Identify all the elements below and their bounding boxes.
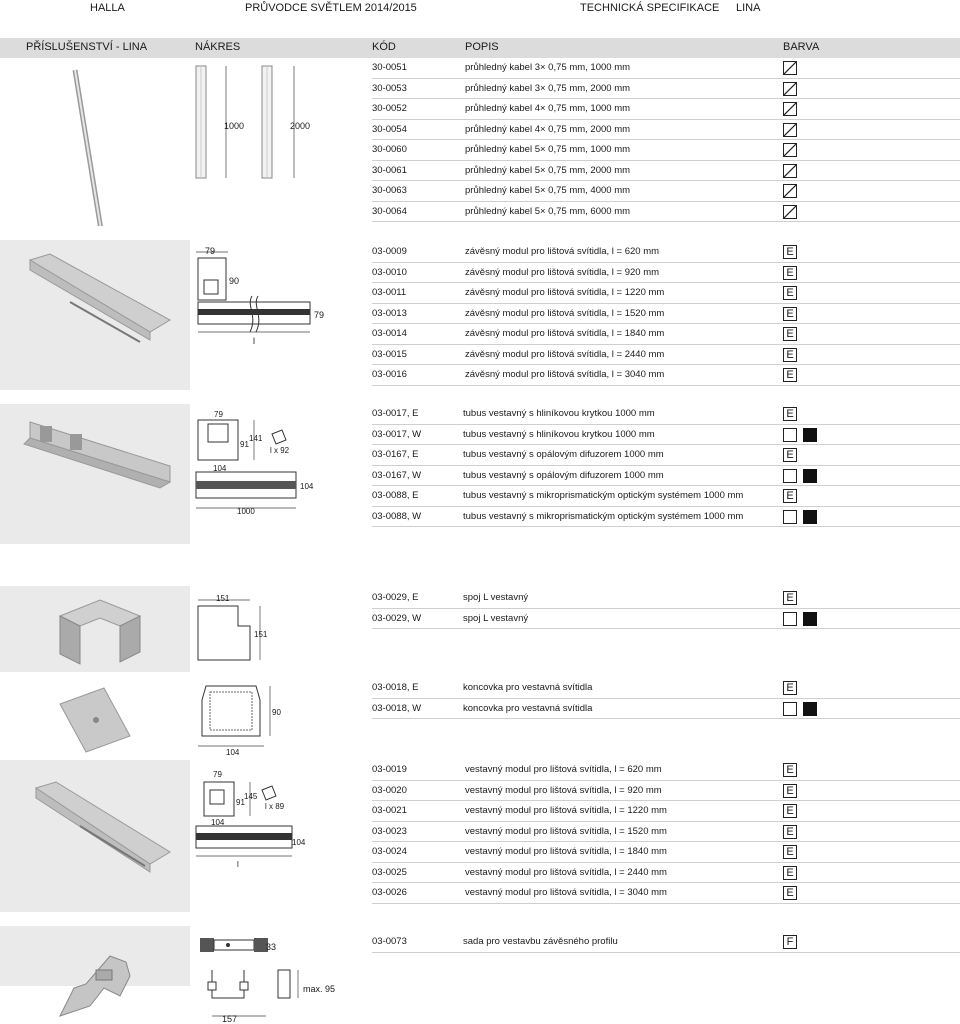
table-row: [372, 365, 823, 385]
product-code: 03-0016: [372, 369, 407, 380]
endcap-dim-side: 90: [272, 708, 281, 717]
finish-swatch: E: [783, 448, 797, 462]
row-divider: [372, 628, 960, 629]
finish-swatch: E: [783, 591, 797, 605]
joint-dim-top: 151: [216, 594, 230, 603]
product-description: závěsný modul pro lištová svítidla, l = 1840 mm: [465, 328, 665, 339]
table-row: [372, 932, 823, 952]
product-code: 03-0088, W: [372, 510, 422, 522]
tube-dim-side: 104: [300, 482, 314, 491]
product-code: 03-0018, E: [372, 682, 419, 693]
table-row: [372, 486, 823, 506]
product-code: 30-0053: [372, 82, 407, 94]
page-header: [0, 0, 960, 22]
row-divider: [372, 952, 960, 953]
product-description: průhledný kabel 3× 0,75 mm, 2000 mm: [465, 82, 631, 94]
product-description: vestavný modul pro lištová svítidla, l = 1840 mm: [465, 846, 667, 857]
builtin-dim-base: 104: [211, 818, 225, 827]
white-swatch: [783, 510, 797, 524]
table-row: [372, 699, 823, 719]
finish-swatch: E: [783, 327, 797, 341]
product-code: 03-0018, W: [372, 702, 422, 714]
builtin-dim-side: 104: [292, 838, 306, 847]
product-description: závěsný modul pro lištová svítidla, l = 3040 mm: [465, 369, 665, 380]
white-swatch: [783, 428, 797, 442]
series-label: LINA: [736, 2, 761, 14]
table-row: [372, 304, 823, 324]
product-description: závěsný modul pro lištová svítidla, l = 1520 mm: [465, 307, 665, 319]
product-description: spoj L vestavný: [463, 612, 529, 624]
white-swatch: [783, 702, 797, 716]
table-row: [372, 120, 823, 140]
finish-swatch: E: [783, 307, 797, 321]
suspended-dim-w: 79: [205, 246, 216, 256]
cable-drawing: [190, 58, 370, 226]
product-description: průhledný kabel 5× 0,75 mm, 4000 mm: [465, 185, 631, 196]
guide-title: PRŮVODCE SVĚTLEM 2014/2015: [245, 2, 417, 14]
col-drawing: NÁKRES: [195, 41, 241, 53]
row-divider: [372, 718, 960, 719]
section-kit: [0, 926, 960, 1024]
section-builtin: [0, 760, 960, 912]
finish-swatch: E: [783, 348, 797, 362]
product-description: průhledný kabel 4× 0,75 mm, 1000 mm: [465, 103, 631, 114]
table-row: [372, 609, 823, 629]
product-description: tubus vestavný s hliníkovou krytkou 1000 mm: [463, 428, 655, 440]
product-description: závěsný modul pro lištová svítidla, l = 620 mm: [465, 246, 660, 257]
product-description: průhledný kabel 5× 0,75 mm, 6000 mm: [465, 205, 631, 217]
col-color: BARVA: [783, 41, 820, 53]
tube-dim-base: 104: [213, 464, 227, 473]
product-code: 30-0052: [372, 103, 407, 114]
cable-length-b: 2000: [290, 121, 311, 131]
col-description: POPIS: [465, 41, 499, 53]
black-swatch: [803, 428, 817, 442]
row-divider: [372, 526, 960, 527]
tube-dim-w: 79: [214, 410, 223, 419]
product-description: vestavný modul pro lištová svítidla, l = 1220 mm: [465, 805, 667, 816]
product-description: průhledný kabel 3× 0,75 mm, 1000 mm: [465, 62, 631, 73]
table-row: [372, 425, 823, 445]
builtin-dim-l: l: [237, 860, 239, 869]
tube-dim-h2: 141: [249, 434, 263, 443]
product-code: 03-0020: [372, 784, 407, 796]
product-code: 03-0021: [372, 805, 407, 816]
product-description: tubus vestavný s opálovým difuzorem 1000 mm: [463, 469, 664, 481]
finish-swatch: E: [783, 866, 797, 880]
section-endcap: [0, 676, 960, 760]
joint-dim-side: 151: [254, 630, 268, 639]
builtin-drawing: [190, 760, 370, 912]
finish-swatch: E: [783, 784, 797, 798]
white-swatch: [783, 612, 797, 626]
product-description: tubus vestavný s mikroprismatickým optickým systémem 1000 mm: [463, 510, 744, 522]
product-code: 03-0017, W: [372, 428, 422, 440]
row-divider: [372, 385, 960, 386]
table-row: [372, 140, 823, 160]
table-row: [372, 79, 823, 99]
transparent-swatch: [783, 205, 797, 219]
tube-drawing: [190, 404, 370, 544]
product-code: 30-0064: [372, 205, 407, 217]
product-code: 03-0015: [372, 348, 407, 360]
product-description: průhledný kabel 5× 0,75 mm, 1000 mm: [465, 144, 631, 155]
table-row: [372, 863, 823, 883]
transparent-swatch: [783, 143, 797, 157]
table-row: [372, 781, 823, 801]
transparent-swatch: [783, 102, 797, 116]
table-row: [372, 466, 823, 486]
section-cables: [0, 58, 960, 226]
product-code: 30-0054: [372, 123, 407, 135]
product-description: průhledný kabel 5× 0,75 mm, 2000 mm: [465, 164, 631, 176]
table-row: [372, 445, 823, 465]
table-row: [372, 283, 823, 303]
col-code: KÓD: [372, 41, 396, 53]
suspended-dim-side: 79: [314, 310, 325, 320]
transparent-swatch: [783, 164, 797, 178]
builtin-dim-h2: 145: [244, 792, 258, 801]
table-row: [372, 263, 823, 283]
table-row: [372, 58, 823, 78]
brand-label: HALLA: [90, 2, 125, 14]
finish-swatch: E: [783, 825, 797, 839]
product-code: 03-0019: [372, 764, 407, 775]
joint-photo: [0, 586, 190, 672]
product-code: 03-0013: [372, 307, 407, 319]
endcap-dim-base: 104: [226, 748, 240, 757]
black-swatch: [803, 612, 817, 626]
finish-swatch: E: [783, 245, 797, 259]
product-description: vestavný modul pro lištová svítidla, l = 920 mm: [465, 784, 662, 796]
cable-length-a: 1000: [224, 121, 245, 131]
product-code: 03-0029, W: [372, 612, 422, 624]
product-code: 03-0024: [372, 846, 407, 857]
suspended-drawing: [190, 240, 370, 390]
product-description: spoj L vestavný: [463, 592, 529, 603]
product-description: závěsný modul pro lištová svítidla, l = 1220 mm: [465, 287, 665, 298]
product-code: 03-0167, E: [372, 449, 419, 460]
table-row: [372, 588, 823, 608]
finish-swatch: E: [783, 681, 797, 695]
transparent-swatch: [783, 123, 797, 137]
product-description: vestavný modul pro lištová svítidla, l = 2440 mm: [465, 866, 667, 878]
table-row: [372, 678, 823, 698]
tube-dim-len: 1000: [237, 507, 255, 516]
table-row: [372, 842, 823, 862]
product-code: 03-0023: [372, 825, 407, 837]
kit-dim-h: 33: [266, 942, 277, 952]
table-row: [372, 801, 823, 821]
tube-photo: [0, 404, 190, 544]
product-description: vestavný modul pro lištová svítidla, l = 620 mm: [465, 764, 662, 775]
cable-photo: [0, 58, 190, 226]
builtin-dim-w: 79: [213, 770, 222, 779]
finish-swatch: E: [783, 266, 797, 280]
product-code: 03-0073: [372, 936, 407, 947]
finish-swatch: E: [783, 407, 797, 421]
suspended-photo: [0, 240, 190, 390]
product-description: tubus vestavný s mikroprismatickým optickým systémem 1000 mm: [463, 490, 744, 501]
tube-dim-cut: l x 92: [270, 446, 290, 455]
product-code: 03-0011: [372, 287, 407, 298]
row-divider: [372, 903, 960, 904]
product-code: 03-0010: [372, 266, 407, 278]
white-swatch: [783, 469, 797, 483]
finish-swatch: E: [783, 763, 797, 777]
transparent-swatch: [783, 61, 797, 75]
suspended-dim-h: 90: [229, 276, 240, 286]
table-row: [372, 760, 823, 780]
product-code: 03-0014: [372, 328, 407, 339]
tube-dim-h1: 91: [240, 440, 249, 449]
section-tubes: [0, 404, 960, 544]
spec-title: TECHNICKÁ SPECIFIKACE: [580, 2, 720, 14]
product-code: 30-0063: [372, 185, 407, 196]
suspended-dim-l: l: [253, 336, 255, 346]
product-description: tubus vestavný s opálovým difuzorem 1000 mm: [463, 449, 664, 460]
table-row: [372, 181, 823, 201]
finish-swatch: E: [783, 886, 797, 900]
finish-swatch: E: [783, 489, 797, 503]
table-row: [372, 345, 823, 365]
endcap-drawing: [190, 676, 370, 760]
kit-dim-base: 157: [222, 1014, 238, 1024]
product-description: sada pro vestavbu závěsného profilu: [463, 936, 618, 947]
kit-dim-max: max. 95: [303, 984, 336, 994]
product-code: 03-0029, E: [372, 592, 419, 603]
table-row: [372, 404, 823, 424]
endcap-photo: [0, 676, 190, 760]
section-joint: [0, 586, 960, 672]
builtin-photo: [0, 760, 190, 912]
kit-photo: [0, 926, 190, 1024]
product-description: vestavný modul pro lištová svítidla, l = 3040 mm: [465, 887, 667, 898]
transparent-swatch: [783, 82, 797, 96]
product-code: 03-0017, E: [372, 408, 419, 419]
product-code: 03-0026: [372, 887, 407, 898]
table-header: [0, 38, 960, 58]
product-description: průhledný kabel 4× 0,75 mm, 2000 mm: [465, 123, 631, 135]
product-description: vestavný modul pro lištová svítidla, l = 1520 mm: [465, 825, 667, 837]
product-description: koncovka pro vestavná svítidla: [463, 702, 593, 714]
product-code: 03-0167, W: [372, 469, 422, 481]
kit-drawing: [190, 926, 370, 1024]
table-row: [372, 883, 823, 903]
finish-swatch: E: [783, 845, 797, 859]
table-row: [372, 324, 823, 344]
table-row: [372, 202, 823, 222]
table-row: [372, 822, 823, 842]
product-code: 03-0088, E: [372, 490, 419, 501]
table-row: [372, 242, 823, 262]
finish-swatch: F: [783, 935, 797, 949]
builtin-dim-h1: 91: [236, 798, 245, 807]
finish-swatch: E: [783, 286, 797, 300]
black-swatch: [803, 469, 817, 483]
product-description: koncovka pro vestavná svítidla: [463, 682, 593, 693]
product-code: 03-0009: [372, 246, 407, 257]
product-code: 30-0051: [372, 62, 407, 73]
table-row: [372, 99, 823, 119]
product-description: tubus vestavný s hliníkovou krytkou 1000 mm: [463, 408, 655, 419]
product-code: 30-0061: [372, 164, 407, 176]
section-suspended: [0, 240, 960, 390]
builtin-dim-cut: l x 89: [265, 802, 285, 811]
product-description: závěsný modul pro lištová svítidla, l = 920 mm: [465, 266, 660, 278]
col-accessories: PŘÍSLUŠENSTVÍ - LINA: [26, 41, 148, 53]
product-code: 30-0060: [372, 144, 407, 155]
row-divider: [372, 221, 960, 222]
product-code: 03-0025: [372, 866, 407, 878]
finish-swatch: E: [783, 804, 797, 818]
table-row: [372, 161, 823, 181]
product-description: závěsný modul pro lištová svítidla, l = 2440 mm: [465, 348, 665, 360]
finish-swatch: E: [783, 368, 797, 382]
transparent-swatch: [783, 184, 797, 198]
black-swatch: [803, 510, 817, 524]
black-swatch: [803, 702, 817, 716]
table-row: [372, 507, 823, 527]
